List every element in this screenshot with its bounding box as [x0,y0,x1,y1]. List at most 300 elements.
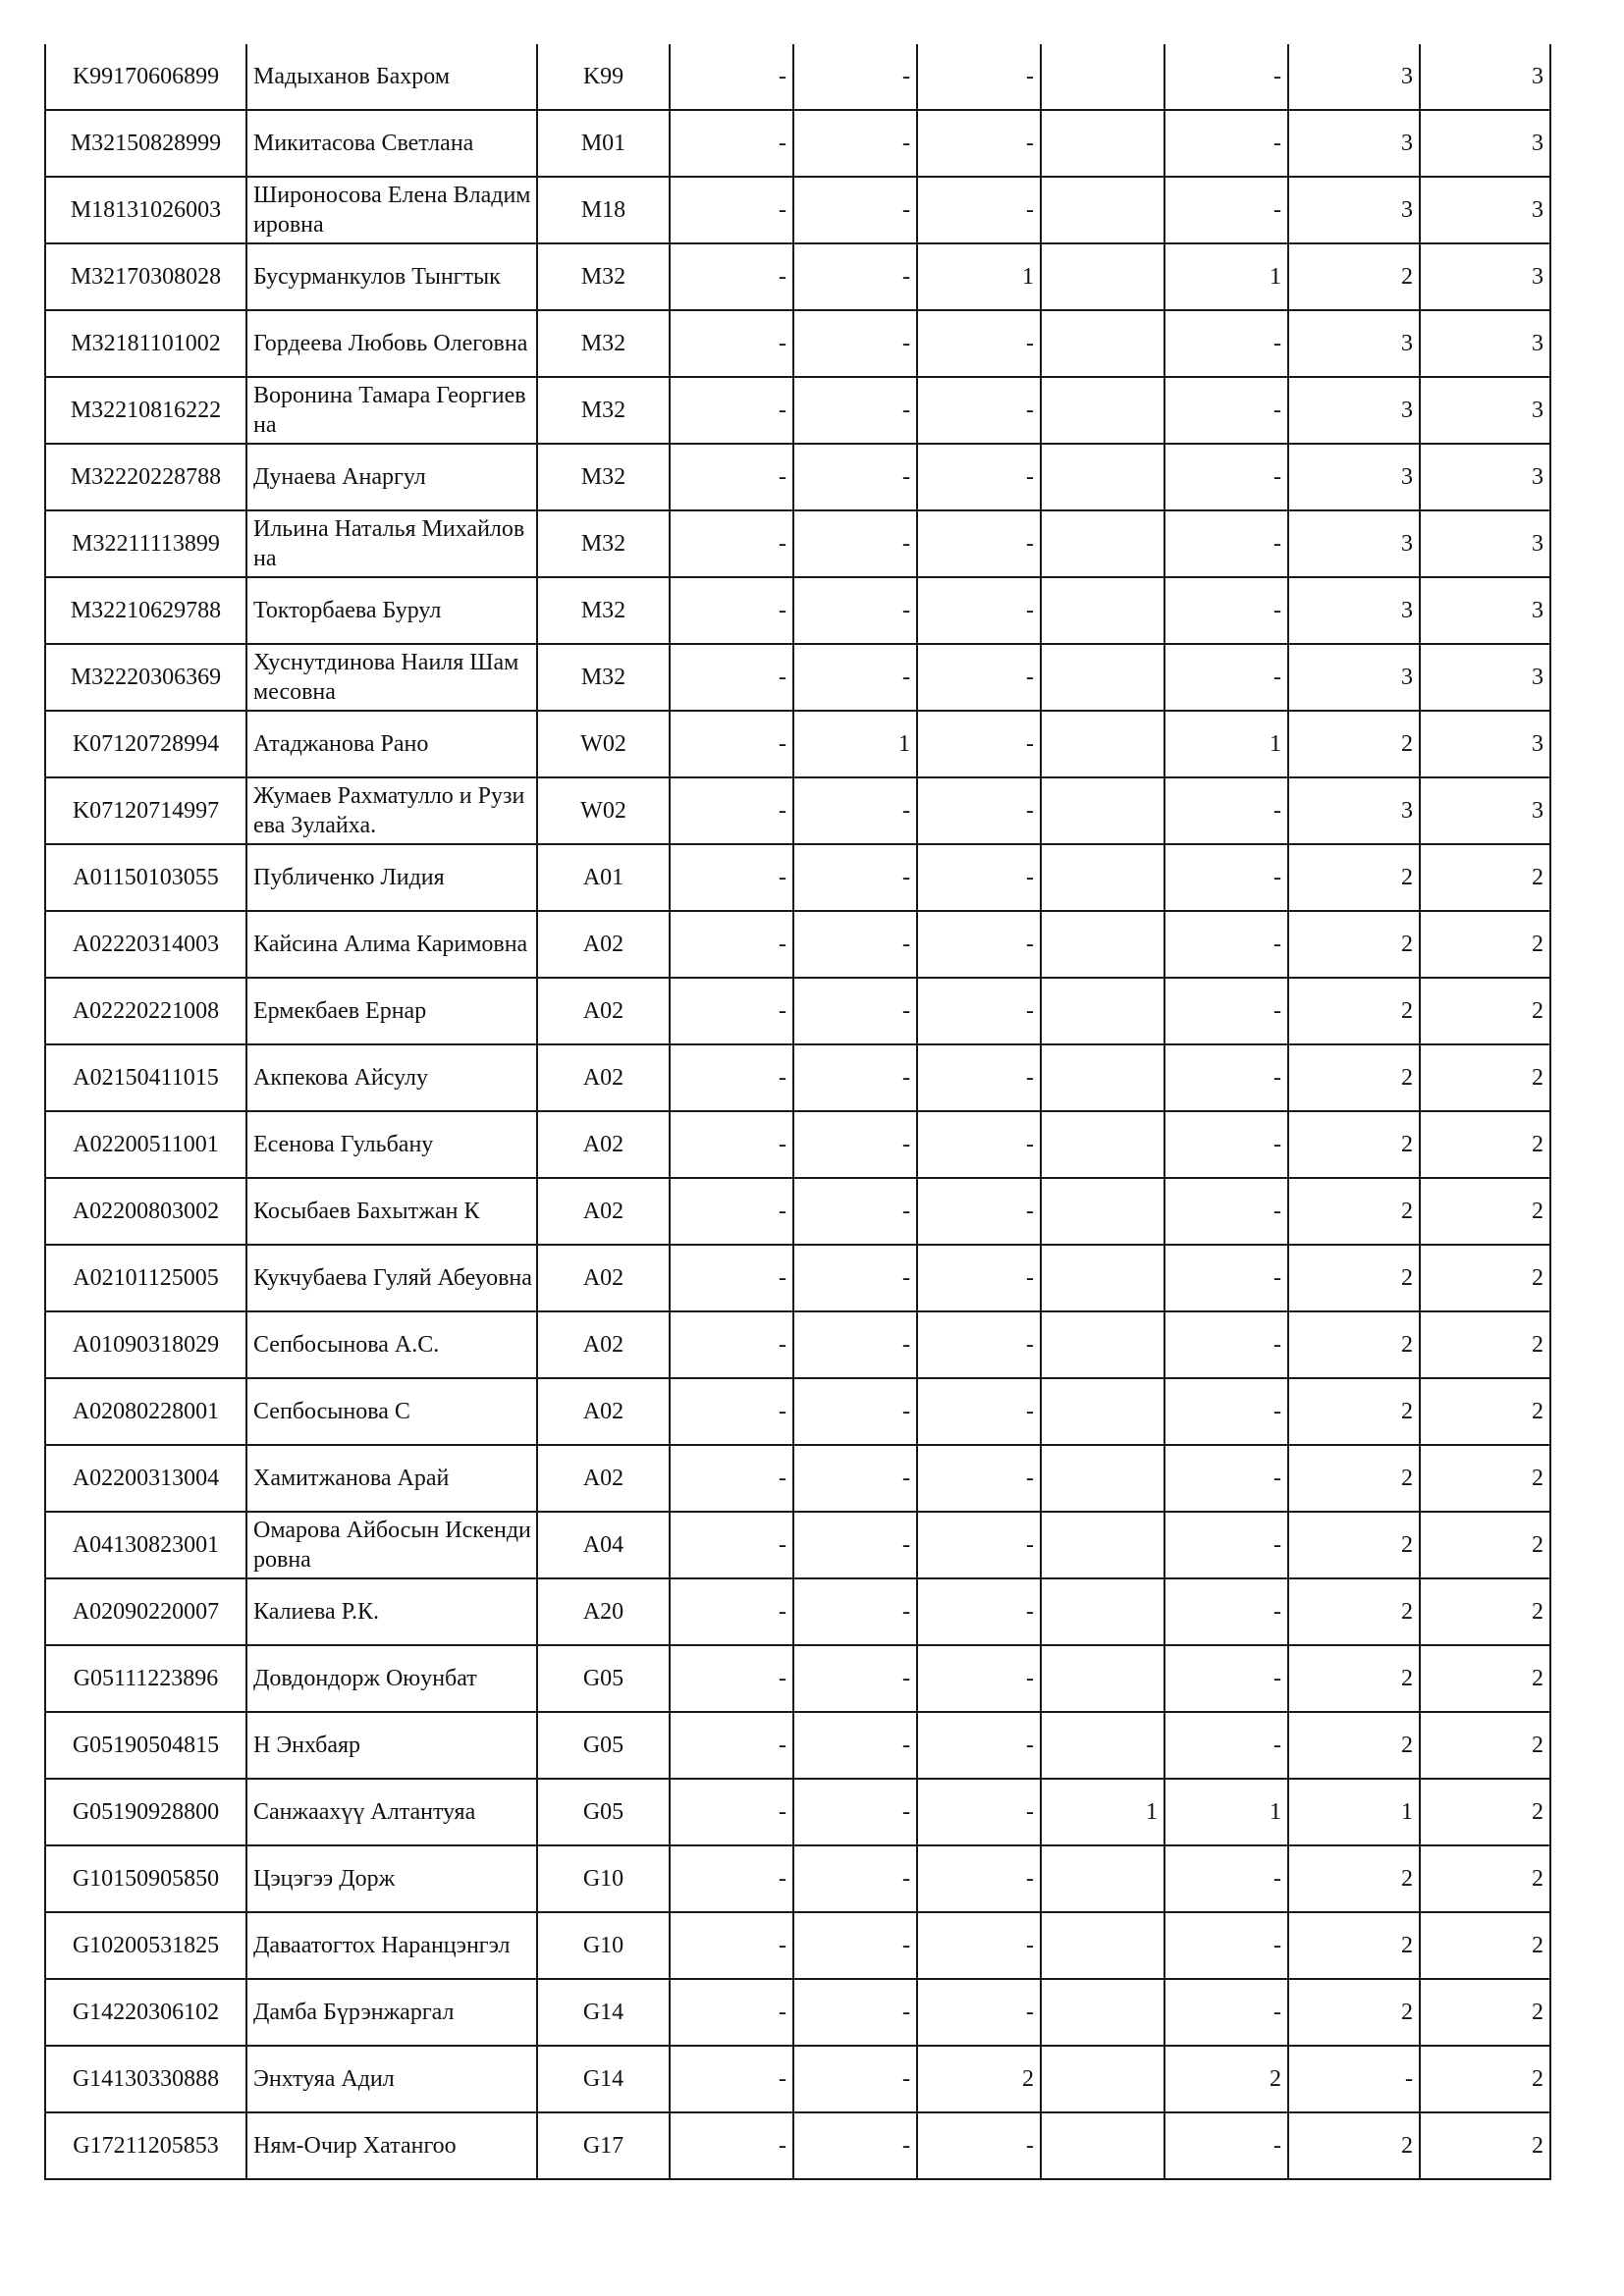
row-col1: - [670,777,793,844]
row-col5: - [1164,310,1288,377]
row-col2: - [793,444,917,510]
row-col6: 3 [1288,577,1420,644]
row-col2: 1 [793,711,917,777]
row-total: 2 [1420,1912,1550,1979]
row-col1: - [670,1845,793,1912]
row-col1: - [670,310,793,377]
row-name: Бусурманкулов Тынгтык [246,243,537,310]
row-code: G05190928800 [45,1779,246,1845]
row-col2: - [793,1779,917,1845]
row-code: A04130823001 [45,1512,246,1578]
row-col6: 1 [1288,1779,1420,1845]
row-col1: - [670,1245,793,1311]
row-group: M18 [537,177,670,243]
row-name: Кукчубаева Гуляй Абеуовна [246,1245,537,1311]
row-group: M32 [537,243,670,310]
row-total: 2 [1420,1845,1550,1912]
row-col6: 3 [1288,444,1420,510]
row-name: Даваатогтох Наранцэнгэл [246,1912,537,1979]
row-col5: - [1164,44,1288,110]
row-total: 2 [1420,1578,1550,1645]
row-col4 [1041,110,1164,177]
row-col2: - [793,1912,917,1979]
row-col6: 2 [1288,911,1420,978]
row-col1: - [670,1111,793,1178]
table-row [45,177,1550,243]
table-row [45,978,1550,1044]
row-col5: - [1164,510,1288,577]
row-col3: - [917,177,1041,243]
row-col6: 2 [1288,1311,1420,1378]
row-total: 2 [1420,1712,1550,1779]
row-code: G05190504815 [45,1712,246,1779]
row-col1: - [670,1178,793,1245]
row-col1: - [670,110,793,177]
row-col1: - [670,1979,793,2046]
row-group: A02 [537,978,670,1044]
row-group: M32 [537,510,670,577]
row-col4 [1041,1178,1164,1245]
row-col2: - [793,1645,917,1712]
row-col3: - [917,1245,1041,1311]
row-col1: - [670,44,793,110]
table-row [45,377,1550,444]
row-col1: - [670,510,793,577]
row-col3: - [917,110,1041,177]
row-group: M32 [537,444,670,510]
row-name: Санжаахүү Алтантуяа [246,1779,537,1845]
row-col1: - [670,444,793,510]
row-group: M01 [537,110,670,177]
row-col2: - [793,1378,917,1445]
row-name: Сепбосынова С [246,1378,537,1445]
row-col2: - [793,510,917,577]
row-group: K99 [537,44,670,110]
row-name: Ильина Наталья Михайловна [246,510,537,577]
row-group: A02 [537,1178,670,1245]
row-col1: - [670,1578,793,1645]
row-col5: - [1164,844,1288,911]
row-code: A02200511001 [45,1111,246,1178]
row-col4 [1041,978,1164,1044]
row-col6: 2 [1288,1445,1420,1512]
row-col1: - [670,1044,793,1111]
row-col4 [1041,1645,1164,1712]
row-total: 2 [1420,1779,1550,1845]
row-col2: - [793,1445,917,1512]
row-col6: 2 [1288,243,1420,310]
table-row [45,1512,1550,1578]
row-group: M32 [537,577,670,644]
row-col6: 2 [1288,1712,1420,1779]
row-col1: - [670,1445,793,1512]
row-col3: - [917,44,1041,110]
table-row [45,1912,1550,1979]
row-col5: - [1164,444,1288,510]
row-col1: - [670,177,793,243]
row-col4 [1041,1111,1164,1178]
row-col6: 2 [1288,1512,1420,1578]
table-row [45,1178,1550,1245]
row-col6: 3 [1288,510,1420,577]
row-col1: - [670,911,793,978]
table-row [45,1378,1550,1445]
row-col5: - [1164,1378,1288,1445]
table-row [45,577,1550,644]
row-code: A02220221008 [45,978,246,1044]
row-name: Публиченко Лидия [246,844,537,911]
row-col6: 2 [1288,1178,1420,1245]
document-page [44,44,1551,2180]
row-col3: - [917,1311,1041,1378]
row-group: A02 [537,1311,670,1378]
row-col5: - [1164,911,1288,978]
row-col3: - [917,377,1041,444]
table-row [45,510,1550,577]
table-row [45,1311,1550,1378]
row-col4 [1041,1378,1164,1445]
row-total: 3 [1420,377,1550,444]
row-name: Дамба Бүрэнжаргал [246,1979,537,2046]
row-col2: - [793,1178,917,1245]
row-name: Токторбаева Бурул [246,577,537,644]
row-col2: - [793,978,917,1044]
row-total: 3 [1420,711,1550,777]
row-code: M32210816222 [45,377,246,444]
row-col2: - [793,777,917,844]
row-group: M32 [537,377,670,444]
row-code: G05111223896 [45,1645,246,1712]
table-row [45,2046,1550,2112]
row-group: A20 [537,1578,670,1645]
row-col4 [1041,444,1164,510]
row-name: Дунаева Анаргул [246,444,537,510]
row-name: Широносова Елена Владимировна [246,177,537,243]
table-row [45,44,1550,110]
row-col1: - [670,978,793,1044]
table-row [45,1445,1550,1512]
row-col3: - [917,978,1041,1044]
row-col1: - [670,2112,793,2179]
row-col1: - [670,1645,793,1712]
row-total: 2 [1420,1645,1550,1712]
row-name: Мадыханов Бахром [246,44,537,110]
row-col5: 1 [1164,1779,1288,1845]
row-group: G05 [537,1645,670,1712]
table-row [45,310,1550,377]
row-col4 [1041,1712,1164,1779]
row-col1: - [670,1311,793,1378]
row-name: Хуснутдинова Наиля Шаммесовна [246,644,537,711]
row-col2: - [793,844,917,911]
row-col3: - [917,777,1041,844]
row-group: M32 [537,310,670,377]
row-name: Воронина Тамара Георгиевна [246,377,537,444]
row-name: Атаджанова Рано [246,711,537,777]
row-total: 2 [1420,978,1550,1044]
row-code: M32181101002 [45,310,246,377]
row-name: Ням-Очир Хатангоо [246,2112,537,2179]
row-col2: - [793,644,917,711]
row-code: A02150411015 [45,1044,246,1111]
row-col3: - [917,711,1041,777]
row-group: G14 [537,2046,670,2112]
row-code: G17211205853 [45,2112,246,2179]
row-col1: - [670,844,793,911]
row-code: A02200803002 [45,1178,246,1245]
row-group: A01 [537,844,670,911]
row-col3: - [917,644,1041,711]
table-row [45,1712,1550,1779]
table-row [45,777,1550,844]
row-name: Гордеева Любовь Олеговна [246,310,537,377]
row-total: 3 [1420,777,1550,844]
row-code: A02220314003 [45,911,246,978]
row-code: K07120714997 [45,777,246,844]
row-total: 2 [1420,1979,1550,2046]
row-col5: - [1164,2112,1288,2179]
row-total: 2 [1420,1311,1550,1378]
row-col4 [1041,911,1164,978]
row-name: Энхтуяа Адил [246,2046,537,2112]
row-total: 3 [1420,510,1550,577]
row-code: A02101125005 [45,1245,246,1311]
row-col1: - [670,1779,793,1845]
row-col3: - [917,510,1041,577]
row-col2: - [793,377,917,444]
row-col3: - [917,1712,1041,1779]
row-col4 [1041,1979,1164,2046]
row-name: Кайсина Алима Каримовна [246,911,537,978]
table-row [45,1645,1550,1712]
row-name: Хамитжанова Арай [246,1445,537,1512]
row-col5: - [1164,1445,1288,1512]
row-group: A02 [537,1111,670,1178]
row-col6: - [1288,2046,1420,2112]
row-col3: - [917,1111,1041,1178]
row-col1: - [670,2046,793,2112]
row-col6: 3 [1288,110,1420,177]
row-col3: 1 [917,243,1041,310]
row-col6: 3 [1288,777,1420,844]
row-col2: - [793,1245,917,1311]
row-col3: - [917,1578,1041,1645]
row-col5: - [1164,1979,1288,2046]
row-col6: 2 [1288,1245,1420,1311]
row-col4 [1041,1912,1164,1979]
row-col2: - [793,1044,917,1111]
table-row [45,1111,1550,1178]
row-name: Акпекова Айсулу [246,1044,537,1111]
row-code: M18131026003 [45,177,246,243]
row-name: Косыбаев Бахытжан К [246,1178,537,1245]
row-col3: - [917,577,1041,644]
row-code: K07120728994 [45,711,246,777]
row-col4 [1041,377,1164,444]
row-code: G14220306102 [45,1979,246,2046]
row-total: 3 [1420,243,1550,310]
row-col1: - [670,1712,793,1779]
row-col2: - [793,1845,917,1912]
row-col4 [1041,510,1164,577]
row-col3: - [917,1378,1041,1445]
row-col5: - [1164,1111,1288,1178]
row-col2: - [793,1111,917,1178]
row-col4 [1041,1311,1164,1378]
row-name: Есенова Гульбану [246,1111,537,1178]
row-col5: - [1164,1712,1288,1779]
row-col6: 2 [1288,844,1420,911]
row-col6: 2 [1288,978,1420,1044]
table-row [45,644,1550,711]
row-col5: 1 [1164,711,1288,777]
row-col6: 2 [1288,1979,1420,2046]
row-code: A02090220007 [45,1578,246,1645]
table-row [45,1578,1550,1645]
row-code: M32170308028 [45,243,246,310]
row-col5: - [1164,177,1288,243]
row-col4 [1041,1445,1164,1512]
row-total: 2 [1420,1044,1550,1111]
row-col4 [1041,310,1164,377]
row-col3: - [917,1779,1041,1845]
row-col4 [1041,777,1164,844]
row-total: 3 [1420,310,1550,377]
row-total: 2 [1420,1178,1550,1245]
table-row [45,444,1550,510]
row-col6: 2 [1288,1578,1420,1645]
row-col6: 2 [1288,1044,1420,1111]
row-code: G10150905850 [45,1845,246,1912]
row-col2: - [793,577,917,644]
row-col6: 2 [1288,711,1420,777]
row-col2: - [793,243,917,310]
row-col4 [1041,177,1164,243]
row-col5: - [1164,1512,1288,1578]
table-row [45,243,1550,310]
row-col6: 2 [1288,1845,1420,1912]
row-name: Калиева Р.К. [246,1578,537,1645]
table-row [45,711,1550,777]
row-col4 [1041,2112,1164,2179]
row-col3: - [917,1178,1041,1245]
row-col5: - [1164,1578,1288,1645]
row-name: Ермекбаев Ернар [246,978,537,1044]
row-total: 3 [1420,177,1550,243]
row-group: G05 [537,1779,670,1845]
row-col4 [1041,844,1164,911]
row-col1: - [670,377,793,444]
row-total: 2 [1420,1512,1550,1578]
row-col3: - [917,444,1041,510]
row-col4 [1041,1578,1164,1645]
row-col2: - [793,911,917,978]
row-col5: - [1164,1645,1288,1712]
row-col5: - [1164,1178,1288,1245]
row-col1: - [670,711,793,777]
row-col6: 3 [1288,644,1420,711]
row-col4 [1041,1044,1164,1111]
row-group: M32 [537,644,670,711]
row-total: 2 [1420,1245,1550,1311]
row-col5: - [1164,644,1288,711]
row-group: A02 [537,1044,670,1111]
row-total: 2 [1420,1378,1550,1445]
row-col6: 3 [1288,44,1420,110]
row-col6: 2 [1288,1645,1420,1712]
table-row [45,1779,1550,1845]
row-code: A01150103055 [45,844,246,911]
row-col2: - [793,1311,917,1378]
table-row [45,1845,1550,1912]
row-code: M32150828999 [45,110,246,177]
row-col5: - [1164,1311,1288,1378]
row-col4 [1041,44,1164,110]
table-row [45,911,1550,978]
row-col3: - [917,1912,1041,1979]
row-col5: - [1164,1845,1288,1912]
row-code: A01090318029 [45,1311,246,1378]
row-total: 2 [1420,844,1550,911]
row-name: Сепбосынова А.С. [246,1311,537,1378]
row-total: 2 [1420,911,1550,978]
table-row [45,110,1550,177]
row-col4 [1041,2046,1164,2112]
row-col1: - [670,577,793,644]
row-col1: - [670,243,793,310]
table-row [45,1044,1550,1111]
row-code: G14130330888 [45,2046,246,2112]
row-code: M32211113899 [45,510,246,577]
row-col3: - [917,2112,1041,2179]
row-col2: - [793,2046,917,2112]
row-col5: 2 [1164,2046,1288,2112]
row-col6: 2 [1288,1378,1420,1445]
row-name: Микитасова Светлана [246,110,537,177]
row-total: 3 [1420,44,1550,110]
row-total: 2 [1420,2112,1550,2179]
row-group: G17 [537,2112,670,2179]
row-col2: - [793,310,917,377]
row-group: A02 [537,911,670,978]
row-col5: - [1164,777,1288,844]
row-col2: - [793,1712,917,1779]
row-col4 [1041,711,1164,777]
row-col5: - [1164,377,1288,444]
row-name: Цэцэгээ Дорж [246,1845,537,1912]
row-col3: - [917,1512,1041,1578]
row-col6: 3 [1288,177,1420,243]
table-row [45,1979,1550,2046]
row-code: K99170606899 [45,44,246,110]
row-col5: - [1164,1044,1288,1111]
row-code: M32220306369 [45,644,246,711]
row-total: 3 [1420,444,1550,510]
table-row [45,844,1550,911]
row-col2: - [793,2112,917,2179]
row-code: M32210629788 [45,577,246,644]
row-col4 [1041,1845,1164,1912]
row-col3: 2 [917,2046,1041,2112]
row-code: A02080228001 [45,1378,246,1445]
row-col3: - [917,1044,1041,1111]
row-code: G10200531825 [45,1912,246,1979]
row-group: A04 [537,1512,670,1578]
row-col3: - [917,1979,1041,2046]
row-col4: 1 [1041,1779,1164,1845]
table-row [45,1245,1550,1311]
row-col6: 2 [1288,1912,1420,1979]
